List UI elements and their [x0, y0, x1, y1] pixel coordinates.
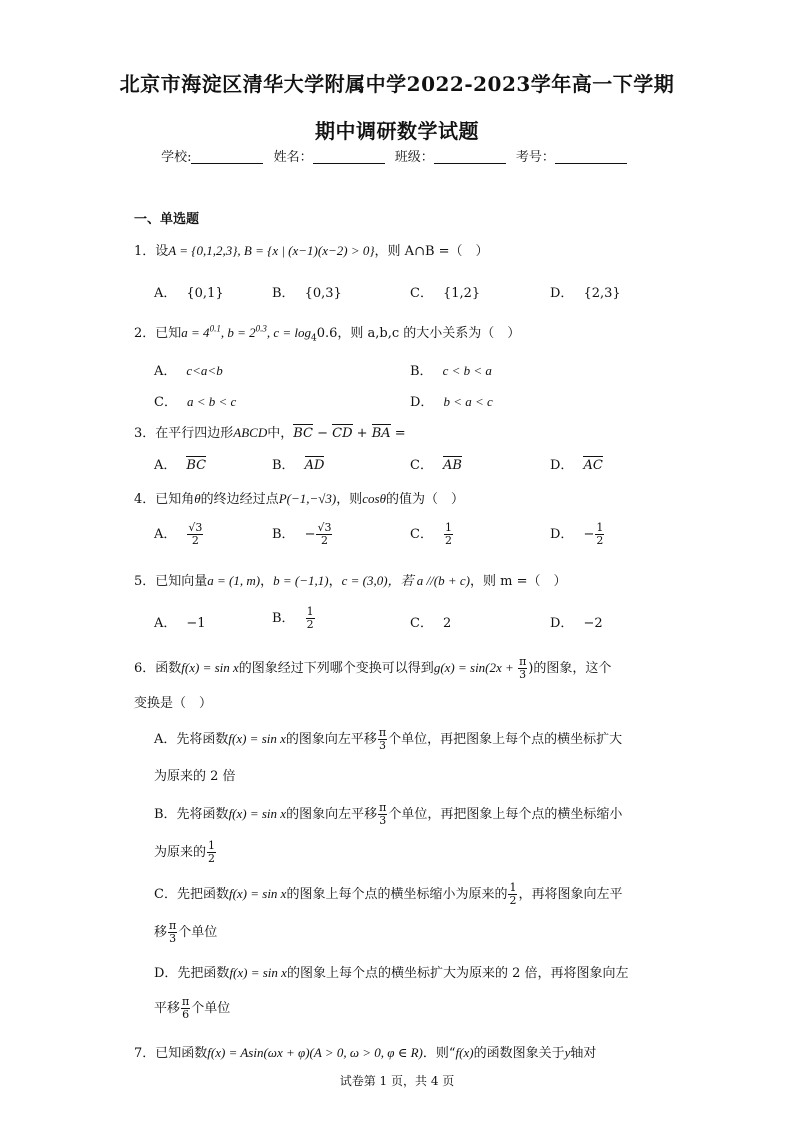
question-5-option-a: A． −1	[154, 616, 206, 631]
question-5-option-d: D． −2	[550, 616, 603, 631]
question-6-option-c-line1: C．先把函数f(x) = sin x的图象上每个点的横坐标缩小为原来的 $\frac{1}{2}$ ，再将图象向左平	[154, 881, 623, 907]
question-6-stem-line2: 变换是（ ）	[134, 696, 213, 711]
question-5-option-c: C． 2	[410, 616, 452, 631]
question-6-option-d-line2: 平移 $\frac{\pi}{6}$ 个单位	[154, 995, 231, 1021]
question-3-option-a: A． BC	[154, 458, 207, 473]
question-4-option-d: D． − $\frac{1}{2}$	[550, 521, 604, 547]
question-4-option-b: B． − $\frac{√3}{2}$	[272, 521, 332, 547]
question-2-option-b: B． c < b < a	[410, 363, 492, 379]
question-1-stem: 1．设A = {0,1,2,3}, B = {x | (x−1)(x−2) > 0}，则 A∩B =（ ）	[134, 243, 489, 259]
question-4-option-c: C． $\frac{1}{2}$	[410, 521, 452, 547]
question-6-option-a-line2: 为原来的 2 倍	[154, 769, 236, 784]
question-5-option-b: B． $\frac{1}{2}$	[272, 605, 314, 631]
question-1-option-d: D． {2,3}	[550, 286, 621, 301]
school-label: 学校:	[161, 150, 192, 165]
number-blank	[555, 149, 627, 164]
question-1-option-b: B． {0,3}	[272, 286, 342, 301]
question-1-option-c: C． {1,2}	[410, 286, 481, 301]
question-6-option-a-line1: A．先将函数f(x) = sin x的图象向左平移 $\frac{\pi}{3}$ 个单位，再把图象上每个点的横坐标扩大	[154, 726, 623, 752]
question-3-option-c: C． AB	[410, 458, 462, 473]
exam-title-line2: 期中调研数学试题	[315, 119, 479, 143]
class-blank	[434, 149, 506, 164]
name-blank	[313, 149, 385, 164]
school-blank	[191, 149, 263, 164]
section-heading: 一、单选题	[134, 212, 200, 227]
question-2-option-c: C． a < b < c	[154, 394, 237, 410]
question-6-stem: 6．函数f(x) = sin x的图象经过下列哪个变换可以得到g(x) = sin(2x + $\frac{\pi}{3}$ )的图象，这个	[134, 655, 612, 681]
exam-title-line1: 北京市海淀区清华大学附属中学2022-2023学年高一下学期	[119, 72, 675, 96]
question-4-stem: 4．已知角θ的终边经过点P(−1,−√3)，则cosθ的值为（ ）	[134, 491, 464, 507]
name-label: 姓名：	[273, 150, 313, 165]
question-5-stem: 5．已知向量a = (1, m)，b = (−1,1)，c = (3,0)，若 a //(b + c)，则 m =（ ）	[134, 573, 567, 589]
question-6-option-b-line1: B．先将函数f(x) = sin x的图象向左平移 $\frac{\pi}{3}$ 个单位，再把图象上每个点的横坐标缩小	[154, 801, 623, 827]
question-3-stem: 3．在平行四边形ABCD中，BC − CD + BA =	[134, 425, 406, 441]
question-2-option-d: D． b < a < c	[410, 394, 493, 410]
question-7-stem: 7．已知函数f(x) = Asin(ωx + φ)(A > 0, ω > 0, φ ∈ R)．则“f(x)的函数图象关于y轴对	[134, 1045, 597, 1061]
question-1-option-a: A． {0,1}	[154, 286, 224, 301]
question-2-stem: 2．已知$a = 4^{0.1}$, $b = 2^{0.3}$, $c = \log_40.6$，则 a,b,c 的大小关系为（ ）	[134, 323, 521, 344]
question-3-option-b: B． AD	[272, 458, 325, 473]
question-6-option-c-line2: 移 $\frac{\pi}{3}$ 个单位	[154, 919, 218, 945]
question-6-option-d-line1: D．先把函数f(x) = sin x的图象上每个点的横坐标扩大为原来的 2 倍，再将图象向左	[154, 965, 629, 981]
question-2-option-a: A． c<a<b	[154, 363, 223, 379]
class-label: 班级：	[394, 150, 434, 165]
question-4-option-a: A． $\frac{√3}{2}$	[154, 521, 203, 547]
student-info-row	[0, 146, 794, 165]
question-6-option-b-line2: 为原来的 $\frac{1}{2}$	[154, 839, 216, 865]
question-3-option-d: D． AC	[550, 458, 603, 473]
number-label: 考号：	[515, 150, 555, 165]
page-footer: 试卷第 1 页，共 4 页	[339, 1074, 455, 1088]
